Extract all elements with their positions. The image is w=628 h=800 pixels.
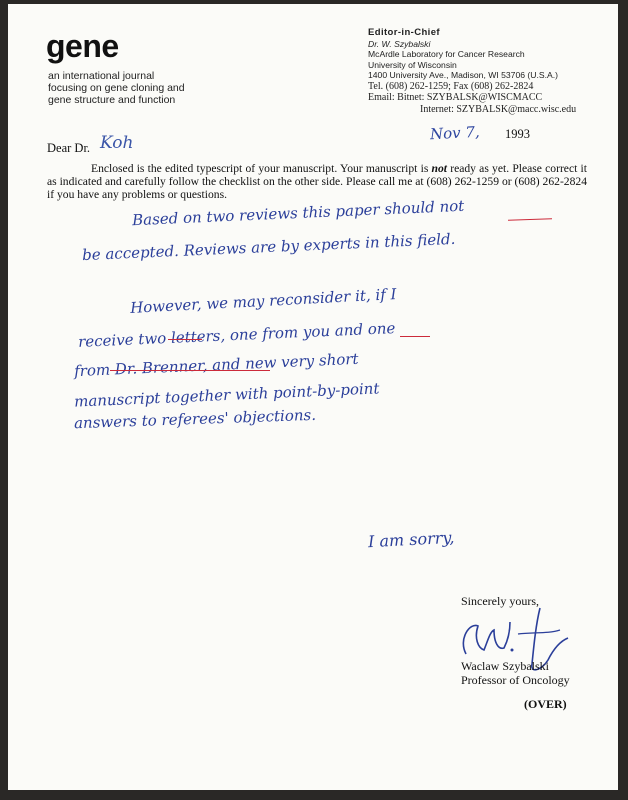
signer-name: Waclaw Szybalski	[461, 659, 550, 673]
handwritten-note-line: from Dr. Brenner, and new very short	[73, 349, 359, 381]
tagline-line: an international journal	[48, 70, 155, 82]
tagline-line: focusing on gene cloning and	[48, 82, 185, 94]
handwritten-note-line: Based on two reviews this paper should not	[131, 196, 465, 230]
date-handwritten: Nov 7,	[429, 122, 481, 144]
journal-tagline	[48, 70, 185, 106]
editor-internet: Internet: SZYBALSK@macc.wisc.edu	[420, 103, 577, 115]
editor-phone: Tel. (608) 262-1259; Fax (608) 262-2824	[368, 80, 534, 92]
closing-line: Sincerely yours,	[461, 594, 539, 608]
letter-body	[47, 162, 587, 201]
handwritten-note-line: be accepted. Reviews are by experts in this field.	[81, 229, 456, 265]
red-underline	[110, 370, 270, 371]
red-underline	[168, 339, 202, 340]
editor-lab: McArdle Laboratory for Cancer Research	[368, 49, 525, 60]
salutation: Dear Dr.	[47, 141, 91, 155]
tagline-line: gene structure and function	[48, 94, 176, 106]
recipient-handwritten: Koh	[100, 133, 134, 153]
over-note: (OVER)	[524, 697, 567, 711]
handwritten-note-line: manuscript together with point-by-point	[73, 379, 380, 411]
handwritten-apology: I am sorry,	[367, 527, 455, 552]
signer-title: Professor of Oncology	[461, 672, 570, 687]
date-year: 1993	[505, 127, 530, 141]
body-text: Enclosed is the edited typescript of your manuscript. Your manuscript is	[91, 162, 432, 175]
signature-block	[461, 660, 570, 687]
editor-name: Dr. W. Szybalski	[368, 38, 431, 49]
editor-title: Editor-in-Chief	[368, 27, 440, 38]
red-underline	[400, 336, 430, 337]
handwritten-note-line: receive two letters, one from you and one	[77, 319, 396, 351]
editor-address: 1400 University Ave., Madison, WI 53706 (U.S.A.)	[368, 70, 558, 81]
journal-logo: gene	[46, 28, 119, 64]
handwritten-note-line: However, we may reconsider it, if I	[129, 285, 397, 317]
editor-university: University of Wisconsin	[368, 59, 457, 70]
editor-bitnet: Email: Bitnet: SZYBALSK@WISCMACC	[368, 92, 543, 104]
handwritten-note-line: answers to referees' objections.	[73, 405, 317, 433]
body-text: ready as yet. Please correct it as indicated and carefully follow the checklist on the other side. Please call me at (608) 262-1259 or (608) 262-2824 if you have any problems or questions.	[47, 162, 587, 201]
editor-block	[368, 28, 576, 115]
body-emphasis: not	[431, 162, 448, 175]
